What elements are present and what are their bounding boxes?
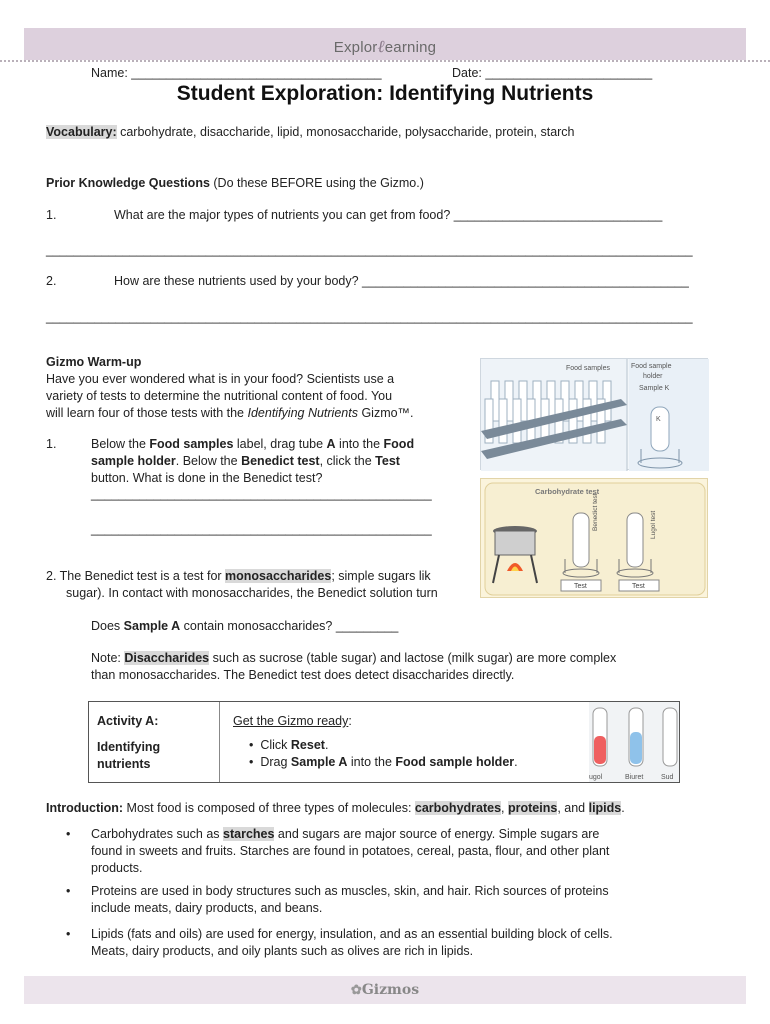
warmup-answer-line-2[interactable]: _________________________________________________ <box>91 522 432 536</box>
activity-test-tubes-illustration <box>589 702 679 782</box>
bullet-dot-1: • <box>66 827 71 841</box>
activity-step-2: • Drag Sample A into the Food sample holder. <box>249 755 518 769</box>
food-samples-label: Food samples <box>566 365 610 372</box>
header-divider <box>0 60 770 62</box>
name-field[interactable]: Name: ____________________________________ <box>91 66 382 80</box>
lugol-img-label: ugol <box>589 774 603 781</box>
date-field[interactable]: Date: ________________________ <box>452 66 653 80</box>
warmup-text-3: will learn four of those tests with the Identifying Nutrients Gizmo™. <box>46 406 414 420</box>
gizmos-icon: ✿ <box>350 983 362 998</box>
bullet-dot-2: • <box>66 884 71 898</box>
warmup-item-2: 2. The Benedict test is a test for monosaccharides; simple sugars lik sugar). In contact with monosaccharides, the Benedict solution turn <box>46 569 438 600</box>
activity-divider <box>219 702 220 782</box>
vocabulary-label: Vocabulary: <box>46 125 117 139</box>
question-2-number: 2. <box>46 274 57 288</box>
food-sample-holder-label-1: Food sample <box>631 363 672 370</box>
gizmo-ready-heading: Get the Gizmo ready: <box>233 714 352 728</box>
warmup-heading: Gizmo Warm-up <box>46 355 142 369</box>
warmup-text-1: Have you ever wondered what is in your food? Scientists use a <box>46 372 395 386</box>
question-2[interactable]: How are these nutrients used by your body? _______________________________________________ <box>114 274 689 288</box>
sample-k-label: Sample K <box>639 385 670 392</box>
prior-knowledge-heading: Prior Knowledge Questions (Do these BEFORE using the Gizmo.) <box>46 176 424 190</box>
warmup-item-1: Below the Food samples label, drag tube A into the Food sample holder. Below the Benedict test, click the Test button. What is done in the Benedict test? <box>91 437 415 485</box>
tube-k-label: K <box>656 416 661 423</box>
page-title: Student Exploration: Identifying Nutrients <box>176 82 594 105</box>
carbohydrate-test-label: Carbohydrate test <box>535 487 600 496</box>
activity-label: Activity A: <box>97 714 159 728</box>
explorelearning-logo: Explorℓearning <box>333 37 437 57</box>
vocabulary <box>46 125 575 139</box>
question-1[interactable]: What are the major types of nutrients you can get from food? ______________________________ <box>114 208 663 222</box>
lugol-test-button-label: Test <box>632 583 645 590</box>
carbohydrate-test-figure <box>480 478 708 598</box>
benedict-test-label: Benedict test <box>592 493 599 531</box>
test-tube-rack-illustration <box>481 359 709 471</box>
warmup-text-2: variety of tests to determine the nutritional content of food. You <box>46 389 393 403</box>
activity-a-box <box>88 701 680 783</box>
answer-line-2[interactable]: _____________________________________________________________________________________________ <box>46 310 693 324</box>
warmup-section <box>46 354 476 422</box>
vocabulary-terms: carbohydrate, disaccharide, lipid, monosaccharide, polysaccharide, protein, starch <box>116 125 575 139</box>
activity-step-1: • Click Reset. <box>249 738 329 752</box>
disaccharide-note: Note: Disaccharides such as sucrose (table sugar) and lactose (milk sugar) are more complex than monosaccharides. The Benedict test does detect disaccharides directly. <box>91 651 617 682</box>
lugol-test-label: Lugol test <box>650 510 657 539</box>
activity-image <box>589 702 679 782</box>
activity-title: Identifying nutrients <box>97 740 161 771</box>
food-sample-holder-label-2: holder <box>643 373 663 380</box>
bullet-carbohydrates: Carbohydrates such as starches and sugars are major source of energy. Simple sugars are found in sweets and fruits. Starches are found in potatoes, cereal, pasta, flour, and other plant products. <box>91 827 610 875</box>
benedict-test-button-label: Test <box>574 583 587 590</box>
question-1-number: 1. <box>46 208 57 222</box>
biuret-img-label: Biuret <box>625 774 644 781</box>
sample-a-question[interactable]: Does Sample A contain monosaccharides? _________ <box>91 619 399 633</box>
carbohydrate-test-illustration <box>481 479 709 599</box>
introduction: Introduction: Most food is composed of three types of molecules: carbohydrates, proteins, and lipids. <box>46 801 625 815</box>
bullet-proteins: Proteins are used in body structures such as muscles, skin, and hair. Rich sources of proteins include meats, dairy products, and beans. <box>91 884 609 915</box>
warmup-answer-line-1[interactable]: _________________________________________________ <box>91 487 432 501</box>
gizmos-logo: ✿Gizmos <box>350 982 420 998</box>
food-samples-figure <box>480 358 708 470</box>
answer-line-1[interactable]: _____________________________________________________________________________________________ <box>46 243 693 257</box>
warmup-item-1-number: 1. <box>46 437 57 451</box>
sudan-img-label: Sud <box>661 774 674 781</box>
bullet-dot-3: • <box>66 927 71 941</box>
bullet-lipids: Lipids (fats and oils) are used for energy, insulation, and as an essential building block of cells. Meats, dairy products, and oily plants such as olives are rich in lipids. <box>91 927 613 958</box>
